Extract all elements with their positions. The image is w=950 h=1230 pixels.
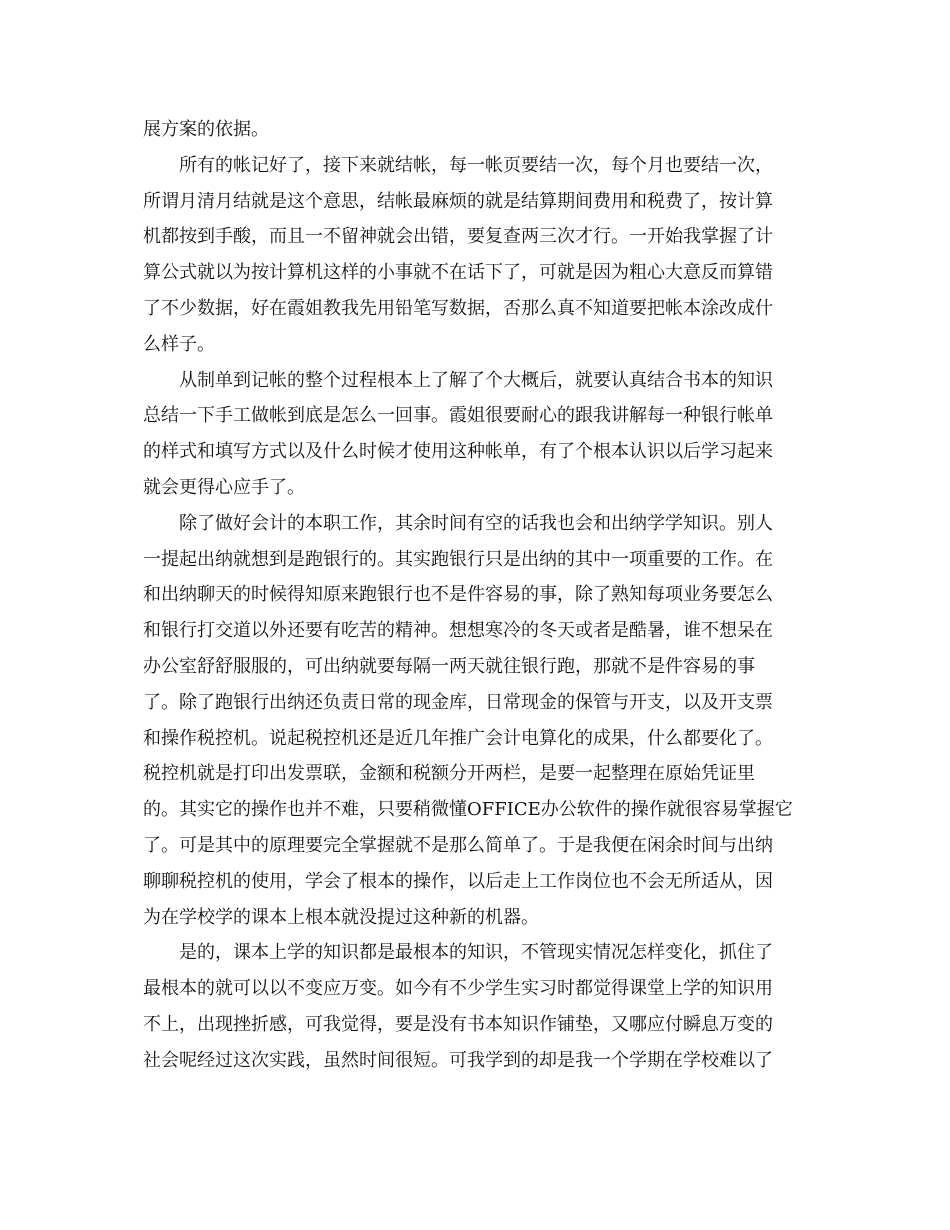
text-line: 一提起出纳就想到是跑银行的。其实跑银行只是出纳的其中一项重要的工作。在 bbox=[143, 548, 773, 570]
text-line: 就会更得心应手了。 bbox=[143, 476, 305, 498]
text-line: 的样式和填写方式以及什么时候才使用这种帐单，有了个根本认识以后学习起来 bbox=[143, 441, 773, 463]
text-line: 除了做好会计的本职工作，其余时间有空的话我也会和出纳学学知识。别人 bbox=[179, 512, 773, 534]
text-line: 了。除了跑银行出纳还负责日常的现金库，日常现金的保管与开支，以及开支票 bbox=[143, 691, 773, 713]
text-line: 和银行打交道以外还要有吃苦的精神。想想寒冷的冬天或者是酷暑，谁不想呆在 bbox=[143, 620, 773, 642]
text-line: 最根本的就可以以不变应万变。如今有不少学生实习时都觉得课堂上学的知识用 bbox=[143, 978, 773, 1000]
text-line: 么样子。 bbox=[143, 333, 215, 355]
text-line: 和操作税控机。说起税控机还是近几年推广会计电算化的成果，什么都要化了。 bbox=[143, 727, 773, 749]
text-line: 所有的帐记好了，接下来就结帐，每一帐页要结一次，每个月也要结一次， bbox=[179, 154, 773, 176]
text-line: 所谓月清月结就是这个意思，结帐最麻烦的就是结算期间费用和税费了，按计算 bbox=[143, 190, 773, 212]
text-line: 总结一下手工做帐到底是怎么一回事。霞姐很要耐心的跟我讲解每一种银行帐单 bbox=[143, 405, 773, 427]
text-line: 税控机就是打印出发票联，金额和税额分开两栏，是要一起整理在原始凭证里 bbox=[143, 763, 755, 785]
text-line: 展方案的依据。 bbox=[143, 119, 269, 140]
text-line: 了不少数据，好在霞姐教我先用铅笔写数据，否那么真不知道要把帐本涂改成什 bbox=[143, 297, 773, 319]
text-line: 聊聊税控机的使用，学会了根本的操作，以后走上工作岗位也不会无所适从，因 bbox=[143, 870, 773, 892]
text-line: 和出纳聊天的时候得知原来跑银行也不是件容易的事，除了熟知每项业务要怎么 bbox=[143, 584, 773, 606]
text-line: 为在学校学的课本上根本就没提过这种新的机器。 bbox=[143, 906, 539, 928]
text-line: 办公室舒舒服服的，可出纳就要每隔一两天就往银行跑，那就不是件容易的事 bbox=[143, 655, 755, 677]
text-line: 社会呢经过这次实践，虽然时间很短。可我学到的却是我一个学期在学校难以了 bbox=[143, 1049, 773, 1071]
text-line: 是的，课本上学的知识都是最根本的知识，不管现实情况怎样变化，抓住了 bbox=[179, 942, 773, 964]
text-line: 机都按到手酸，而且一不留神就会出错，要复查两三次才行。一开始我掌握了计 bbox=[143, 226, 773, 248]
text-line: 的。其实它的操作也并不难，只要稍微懂OFFICE办公软件的操作就很容易掌握它 bbox=[143, 799, 793, 821]
text-line: 不上，出现挫折感，可我觉得，要是没有书本知识作铺垫，又哪应付瞬息万变的 bbox=[143, 1013, 773, 1035]
text-line: 算公式就以为按计算机这样的小事就不在话下了，可就是因为粗心大意反而算错 bbox=[143, 262, 773, 284]
body-text bbox=[143, 112, 807, 1079]
text-line: 了。可是其中的原理要完全掌握就不是那么简单了。于是我便在闲余时间与出纳 bbox=[143, 834, 773, 856]
text-line: 从制单到记帐的整个过程根本上了解了个大概后，就要认真结合书本的知识 bbox=[179, 369, 773, 391]
